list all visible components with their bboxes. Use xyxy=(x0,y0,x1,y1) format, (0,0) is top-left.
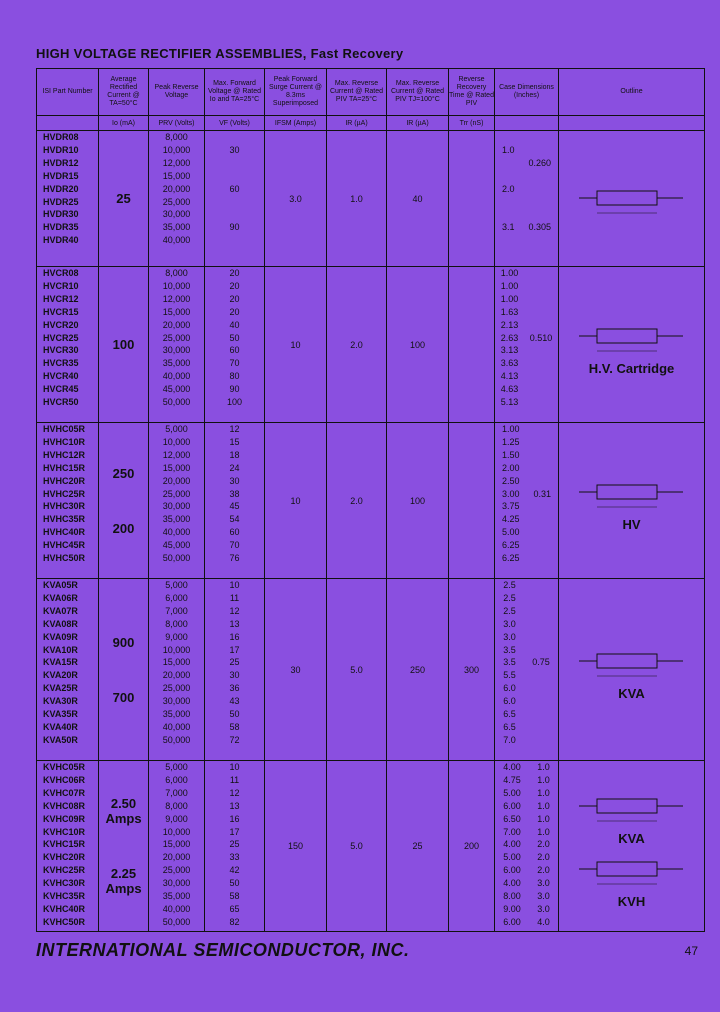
case-dimensions xyxy=(495,131,559,267)
unit-cell: IFSM (Amps) xyxy=(265,116,327,131)
unit-cell xyxy=(559,116,705,131)
recovery-time: 200 xyxy=(449,761,495,932)
case-diameter: 0.75 xyxy=(532,657,550,668)
recovery-time xyxy=(449,131,495,267)
case-diameter: 1.0 1.0 1.0 1.0 1.0 1.0 2.0 2.0 2.0 3.0 3.0 3.0 4.0 xyxy=(537,762,550,927)
reverse-current-100c: 100 xyxy=(387,423,449,579)
outline-drawing-icon xyxy=(559,787,704,827)
page-title: HIGH VOLTAGE RECTIFIER ASSEMBLIES, Fast Recovery xyxy=(36,46,404,61)
recovery-time xyxy=(449,267,495,423)
prv-list: 8,000 10,000 12,000 15,000 20,000 25,000 30,000 35,000 40,000 45,000 50,000 xyxy=(149,267,205,423)
case-length: 4.00 4.75 5.00 6.00 6.50 7.00 4.00 5.00 6.00 4.00 8.00 9.00 6.00 xyxy=(503,762,521,927)
header-cell: Peak Forward Surge Current @ 8.3ms Superimposed xyxy=(265,69,327,116)
surge-current: 10 xyxy=(265,267,327,423)
reverse-current-100c: 250 xyxy=(387,579,449,761)
header-cell: Case Dimensions (Inches) xyxy=(495,69,559,116)
case-dimensions xyxy=(495,423,559,579)
data-group-row xyxy=(37,267,705,423)
case-dimensions xyxy=(495,761,559,932)
unit-cell xyxy=(37,116,99,131)
surge-current: 150 xyxy=(265,761,327,932)
unit-row xyxy=(37,116,705,131)
part-number-list: HVCR08 HVCR10 HVCR12 HVCR15 HVCR20 HVCR25 HVCR30 HVCR35 HVCR40 HVCR45 HVCR50 xyxy=(37,267,99,423)
reverse-current-25c: 2.0 xyxy=(327,423,387,579)
vf-list: 12 15 18 24 30 38 45 54 60 70 76 xyxy=(205,423,265,579)
prv-list: 5,000 10,000 12,000 15,000 20,000 25,000 30,000 35,000 40,000 45,000 50,000 xyxy=(149,423,205,579)
current-value: 700 xyxy=(112,689,135,705)
case-dimensions xyxy=(495,267,559,423)
part-number-list: KVA05R KVA06R KVA07R KVA08R KVA09R KVA10R KVA15R KVA20R KVA25R KVA30R KVA35R KVA40R KVA50R xyxy=(37,579,99,761)
part-number-list: HVHC05R HVHC10R HVHC12R HVHC15R HVHC20R HVHC25R HVHC30R HVHC35R HVHC40R HVHC45R HVHC50R xyxy=(37,423,99,579)
case-length: 1.00 1.00 1.00 1.63 2.13 2.63 3.13 3.63 4.13 4.63 5.13 xyxy=(500,268,519,408)
header-cell: ISI Part Number xyxy=(37,69,99,116)
average-current xyxy=(99,267,149,423)
case-length: 2.5 2.5 2.5 3.0 3.0 3.5 3.5 5.5 6.0 6.0 6.5 6.5 7.0 xyxy=(503,580,516,745)
header-cell: Average Rectified Current @ TA=50°C xyxy=(99,69,149,116)
unit-cell: Io (mA) xyxy=(99,116,149,131)
outline-cell xyxy=(559,131,705,267)
outline-cell xyxy=(559,267,705,423)
surge-current: 30 xyxy=(265,579,327,761)
unit-cell xyxy=(495,116,559,131)
average-current xyxy=(99,423,149,579)
case-length: 1.0 2.0 3.1 xyxy=(501,144,515,233)
company-name: INTERNATIONAL SEMICONDUCTOR, INC. xyxy=(36,940,410,960)
case-diameter: 0.510 xyxy=(529,332,553,343)
reverse-current-100c: 25 xyxy=(387,761,449,932)
header-cell: Max. Reverse Current @ Rated PIV TJ=100°C xyxy=(387,69,449,116)
outline-drawing-icon xyxy=(559,642,704,682)
prv-list: 5,000 6,000 7,000 8,000 9,000 10,000 15,000 20,000 25,000 30,000 35,000 40,000 50,000 xyxy=(149,761,205,932)
page-number: 47 xyxy=(684,944,698,958)
part-number-list: HVDR08 HVDR10 HVDR12 HVDR15 HVDR20 HVDR25 HVDR30 HVDR35 HVDR40 xyxy=(37,131,99,267)
case-diameter: 0.31 xyxy=(533,488,552,499)
reverse-current-25c: 1.0 xyxy=(327,131,387,267)
data-group-row xyxy=(37,761,705,932)
outline-drawing-icon xyxy=(559,473,704,513)
current-value: 100 xyxy=(112,337,135,352)
rectifier-table xyxy=(36,68,705,932)
case-diameter: 0.260 0.305 xyxy=(528,157,551,233)
vf-list: 10 11 12 13 16 17 25 33 42 50 58 65 82 xyxy=(205,761,265,932)
case-dimensions xyxy=(495,579,559,761)
current-value: 2.25 Amps xyxy=(105,866,142,896)
prv-list: 8,000 10,000 12,000 15,000 20,000 25,000 30,000 35,000 40,000 xyxy=(149,131,205,267)
outline-label: KVA xyxy=(618,686,645,701)
outline-drawing-icon xyxy=(559,850,704,890)
case-length: 1.00 1.25 1.50 2.00 2.50 3.00 3.75 4.25 5.00 6.25 6.25 xyxy=(501,424,520,564)
outline-cell xyxy=(559,423,705,579)
unit-cell: PRV (Volts) xyxy=(149,116,205,131)
outline-cell xyxy=(559,579,705,761)
outline-drawing-icon xyxy=(559,179,704,219)
reverse-current-100c: 40 xyxy=(387,131,449,267)
part-number-list: KVHC05R KVHC06R KVHC07R KVHC08R KVHC09R KVHC10R KVHC15R KVHC20R KVHC25R KVHC30R KVHC35R KVHC40R KVHC50R xyxy=(37,761,99,932)
average-current xyxy=(99,131,149,267)
current-value: 250 xyxy=(112,465,135,481)
reverse-current-25c: 2.0 xyxy=(327,267,387,423)
vf-list: 30 60 90 xyxy=(205,131,265,267)
surge-current: 3.0 xyxy=(265,131,327,267)
outline-label: HV xyxy=(622,517,641,532)
unit-cell: Trr (nS) xyxy=(449,116,495,131)
vf-list: 20 20 20 20 40 50 60 70 80 90 100 xyxy=(205,267,265,423)
unit-cell: IR (µA) xyxy=(327,116,387,131)
data-group-row xyxy=(37,131,705,267)
unit-cell: VF (Volts) xyxy=(205,116,265,131)
outline-label: KVH xyxy=(617,894,646,909)
current-value: 25 xyxy=(116,191,131,206)
unit-cell: IR (µA) xyxy=(387,116,449,131)
recovery-time xyxy=(449,423,495,579)
header-cell: Max. Reverse Current @ Rated PIV TA=25°C xyxy=(327,69,387,116)
outline-label: H.V. Cartridge xyxy=(588,361,675,376)
header-row xyxy=(37,69,705,116)
header-cell: Max. Forward Voltage @ Rated Io and TA=25°C xyxy=(205,69,265,116)
outline-drawing-icon xyxy=(559,317,704,357)
average-current xyxy=(99,579,149,761)
data-group-row xyxy=(37,423,705,579)
data-group-row xyxy=(37,579,705,761)
header-cell: Peak Reverse Voltage xyxy=(149,69,205,116)
average-current xyxy=(99,761,149,932)
prv-list: 5,000 6,000 7,000 8,000 9,000 10,000 15,000 20,000 25,000 30,000 35,000 40,000 50,000 xyxy=(149,579,205,761)
current-value: 200 xyxy=(112,520,135,536)
current-value: 2.50 Amps xyxy=(105,796,142,826)
surge-current: 10 xyxy=(265,423,327,579)
reverse-current-25c: 5.0 xyxy=(327,579,387,761)
reverse-current-100c: 100 xyxy=(387,267,449,423)
header-cell: Outline xyxy=(559,69,705,116)
header-cell: Reverse Recovery Time @ Rated PIV xyxy=(449,69,495,116)
recovery-time: 300 xyxy=(449,579,495,761)
vf-list: 10 11 12 13 16 17 25 30 36 43 50 58 72 xyxy=(205,579,265,761)
outline-cell xyxy=(559,761,705,932)
reverse-current-25c: 5.0 xyxy=(327,761,387,932)
outline-label: KVA xyxy=(618,831,645,846)
current-value: 900 xyxy=(112,634,135,650)
